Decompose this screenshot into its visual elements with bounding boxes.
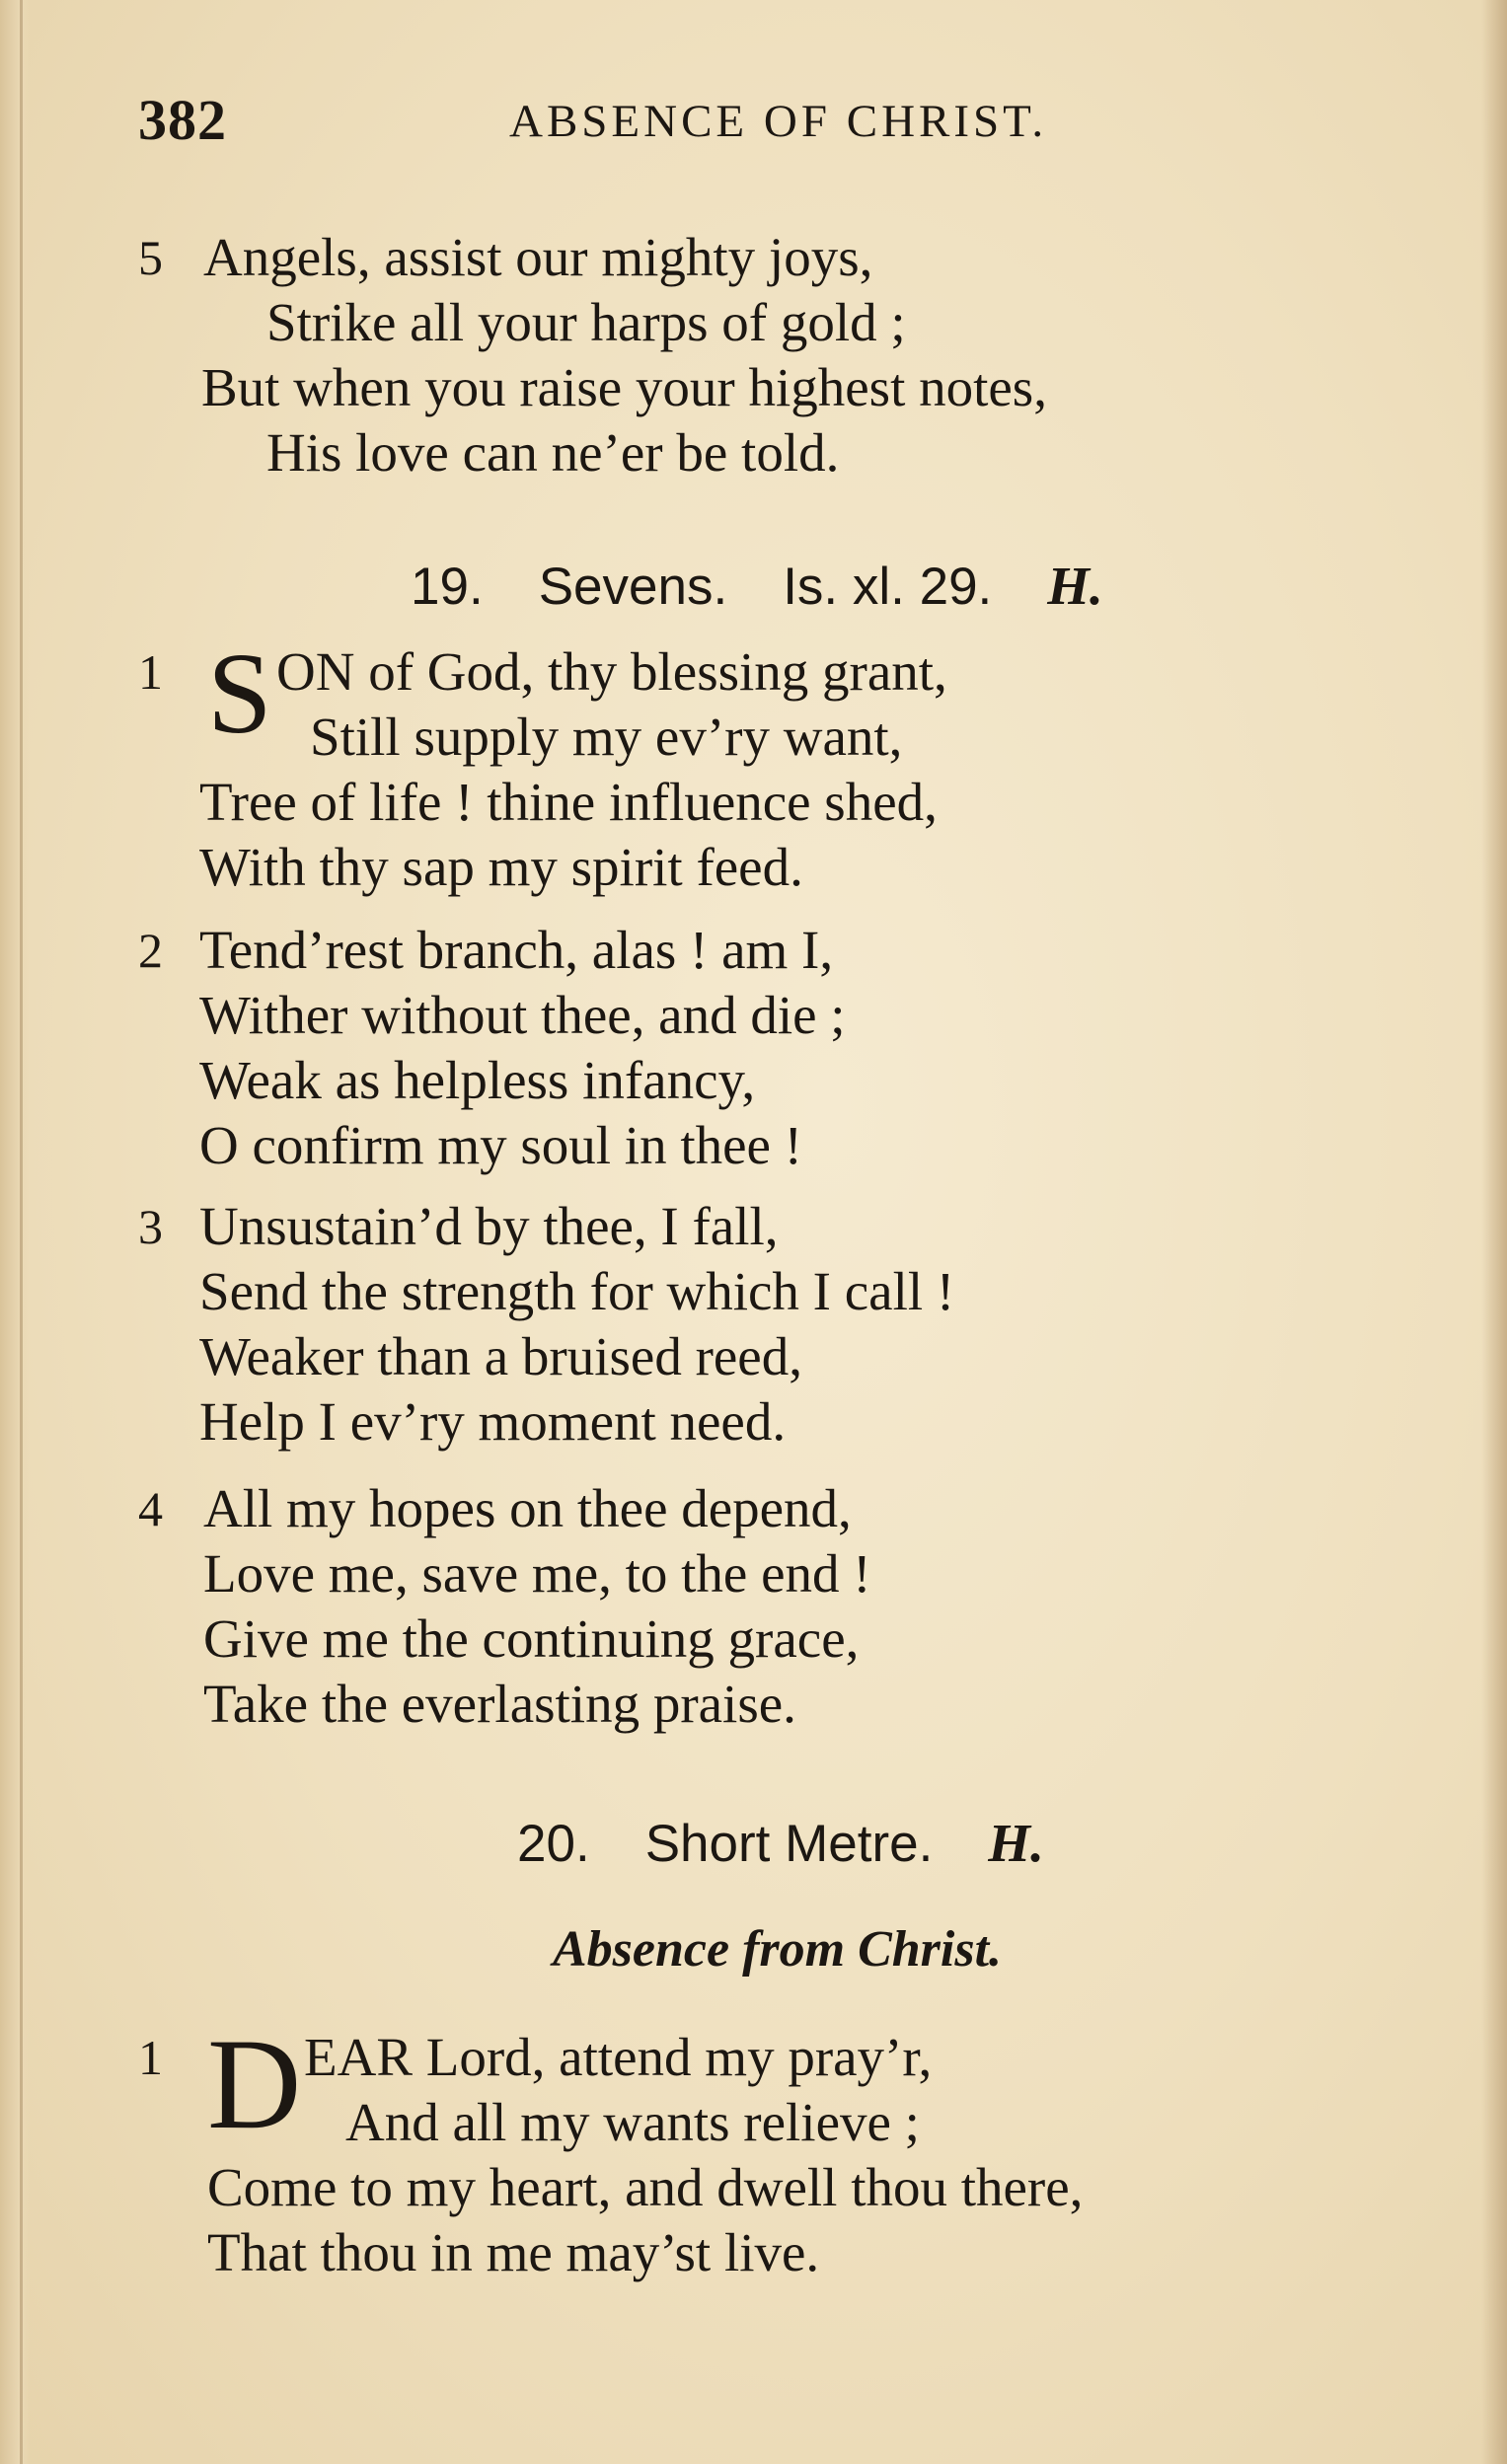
verse-line: Come to my heart, and dwell thou there,: [207, 2157, 1084, 2217]
hymn-author-mark: H.: [988, 1813, 1044, 1873]
verse-line: ON of God, thy blessing grant,: [276, 641, 947, 702]
verse-line: But when you raise your highest notes,: [201, 357, 1047, 417]
verse-line: Weak as helpless infancy,: [199, 1050, 756, 1110]
drop-cap: D: [207, 2011, 302, 2156]
verse-line: Tend’rest branch, alas ! am I,: [199, 920, 834, 980]
hymn-19-stanza-4: [138, 1476, 871, 1737]
verse-line: Angels, assist our mighty joys,: [203, 227, 873, 287]
hymn-19-stanza-3: [138, 1194, 954, 1455]
verse-line: Take the everlasting praise.: [203, 1674, 796, 1734]
hymn-number: 20.: [517, 1815, 590, 1873]
hymn-20-subtitle: Absence from Christ.: [553, 1921, 1003, 1978]
verse-line: Unsustain’d by thee, I fall,: [199, 1196, 779, 1256]
stanza-number: 3: [138, 1199, 163, 1254]
stanza-number: 1: [138, 644, 163, 700]
hymn-19-stanza-2: [138, 918, 846, 1178]
stanza-number: 2: [138, 923, 163, 978]
gutter-rule: [20, 0, 23, 2464]
verse-line: Wither without thee, and die ;: [199, 985, 846, 1045]
verse-line: Love me, save me, to the end !: [203, 1543, 871, 1604]
hymn-scripture-reference: Is. xl. 29.: [783, 558, 993, 616]
verse-line: Strike all your harps of gold ;: [266, 292, 906, 352]
stanza-5-continued: [138, 225, 1047, 485]
verse-line: All my hopes on thee depend,: [203, 1478, 852, 1538]
hymn-19-stanza-1: [138, 629, 947, 900]
verse-line: Weaker than a bruised reed,: [199, 1326, 802, 1386]
hymn-19-heading: [411, 555, 1103, 617]
verse-line: His love can ne’er be told.: [266, 422, 840, 483]
verse-line: With thy sap my spirit feed.: [199, 837, 803, 897]
page-edge-shadow: [1481, 0, 1507, 2464]
hymn-metre: Short Metre.: [644, 1815, 934, 1873]
hymn-author-mark: H.: [1047, 556, 1103, 616]
verse-line: Give me the continuing grace,: [203, 1608, 860, 1669]
hymn-20-stanza-1: [138, 2011, 1084, 2285]
hymn-metre: Sevens.: [538, 558, 728, 616]
verse-line: Send the strength for which I call !: [199, 1261, 955, 1321]
verse-line: That thou in me may’st live.: [207, 2222, 820, 2282]
verse-line: And all my wants relieve ;: [345, 2092, 920, 2152]
stanza-number: 1: [138, 2030, 163, 2085]
drop-cap: S: [207, 629, 272, 758]
hymn-20-heading: [517, 1812, 1044, 1874]
stanza-number: 4: [138, 1481, 163, 1536]
running-head: ABSENCE OF CHRIST.: [509, 96, 1048, 147]
page-number: 382: [138, 88, 227, 152]
verse-line: Help I ev’ry moment need.: [199, 1391, 787, 1452]
verse-line: O confirm my soul in thee !: [199, 1115, 802, 1175]
hymn-number: 19.: [411, 558, 484, 616]
page-header: [138, 87, 1204, 166]
stanza-number: 5: [138, 230, 163, 285]
page-gutter: [0, 0, 30, 2464]
verse-line: EAR Lord, attend my pray’r,: [304, 2027, 933, 2087]
verse-line: Tree of life ! thine influence shed,: [199, 772, 938, 832]
verse-line: Still supply my ev’ry want,: [310, 707, 903, 767]
